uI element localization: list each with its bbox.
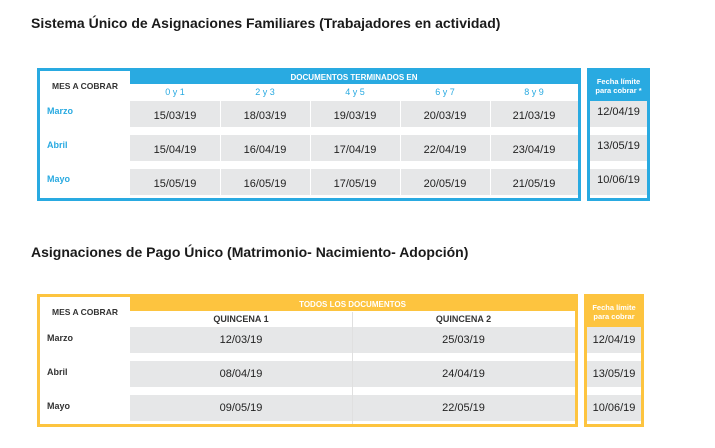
table-cell: 15/04/19 — [153, 144, 197, 156]
row-label-month: Mayo — [47, 174, 71, 184]
column-header: 2 y 3 — [255, 87, 275, 97]
pago-unico-table — [37, 294, 578, 427]
table-cell: 22/05/19 — [442, 402, 485, 414]
table-cell: 15/03/19 — [153, 110, 197, 122]
table-cell: 20/05/19 — [423, 178, 467, 190]
table-cell: 16/05/19 — [243, 178, 287, 190]
table-cell: 08/04/19 — [219, 368, 263, 380]
deadline-cell: 13/05/19 — [592, 368, 636, 380]
table-cell: 25/03/19 — [442, 334, 485, 346]
fecha-limite-header — [587, 297, 641, 327]
fecha-limite-column — [587, 68, 650, 201]
deadline-cell: 10/06/19 — [592, 402, 636, 414]
column-header: 6 y 7 — [435, 87, 455, 97]
column-header: 0 y 1 — [165, 87, 185, 97]
fecha-limite-header-line2: para cobrar * — [595, 86, 642, 95]
deadline-cell: 13/05/19 — [597, 140, 640, 152]
row-label-month: Marzo — [47, 333, 74, 343]
table-cell: 16/04/19 — [243, 144, 287, 156]
documentos-terminados-header: DOCUMENTOS TERMINADOS EN — [130, 71, 578, 84]
deadline-cell: 10/06/19 — [597, 174, 640, 186]
deadline-cell: 12/04/19 — [592, 334, 636, 346]
table-cell: 17/05/19 — [333, 178, 377, 190]
column-header: 8 y 9 — [524, 87, 544, 97]
section-title-pago-unico: Asignaciones de Pago Único (Matrimonio- Nacimiento- Adopción) — [31, 244, 469, 260]
table-cell: 24/04/19 — [442, 368, 485, 380]
todos-los-documentos-header: TODOS LOS DOCUMENTOS — [130, 297, 575, 311]
table-cell: 23/04/19 — [512, 144, 556, 156]
column-header: QUINCENA 1 — [213, 314, 269, 324]
row-label-month: Abril — [47, 140, 68, 150]
fecha-limite-column — [584, 294, 644, 427]
table-cell: 19/03/19 — [333, 110, 377, 122]
row-label-month: Marzo — [47, 106, 74, 116]
table-cell: 15/05/19 — [153, 178, 197, 190]
table-cell: 17/04/19 — [333, 144, 377, 156]
section-title-asignaciones-familiares: Sistema Único de Asignaciones Familiares (Trabajadores en actividad) — [31, 15, 501, 31]
row-label-month: Abril — [47, 367, 68, 377]
column-header: 4 y 5 — [345, 87, 365, 97]
table-cell: 20/03/19 — [423, 110, 467, 122]
mes-a-cobrar-header: MES A COBRAR — [52, 81, 118, 91]
fecha-limite-header — [590, 71, 647, 101]
table-cell: 21/05/19 — [512, 178, 556, 190]
table-cell: 09/05/19 — [219, 402, 263, 414]
table-cell: 12/03/19 — [219, 334, 263, 346]
fecha-limite-header-line1: Fecha límite — [592, 303, 636, 312]
row-label-month: Mayo — [47, 401, 71, 411]
asignaciones-familiares-table — [37, 68, 581, 201]
table-cell: 22/04/19 — [423, 144, 467, 156]
fecha-limite-header-line1: Fecha límite — [596, 77, 641, 86]
column-header: QUINCENA 2 — [435, 314, 492, 324]
table-cell: 18/03/19 — [243, 110, 287, 122]
deadline-cell: 12/04/19 — [597, 106, 640, 118]
table-cell: 21/03/19 — [512, 110, 556, 122]
mes-a-cobrar-header: MES A COBRAR — [52, 307, 118, 317]
fecha-limite-header-line2: para cobrar — [593, 312, 635, 321]
